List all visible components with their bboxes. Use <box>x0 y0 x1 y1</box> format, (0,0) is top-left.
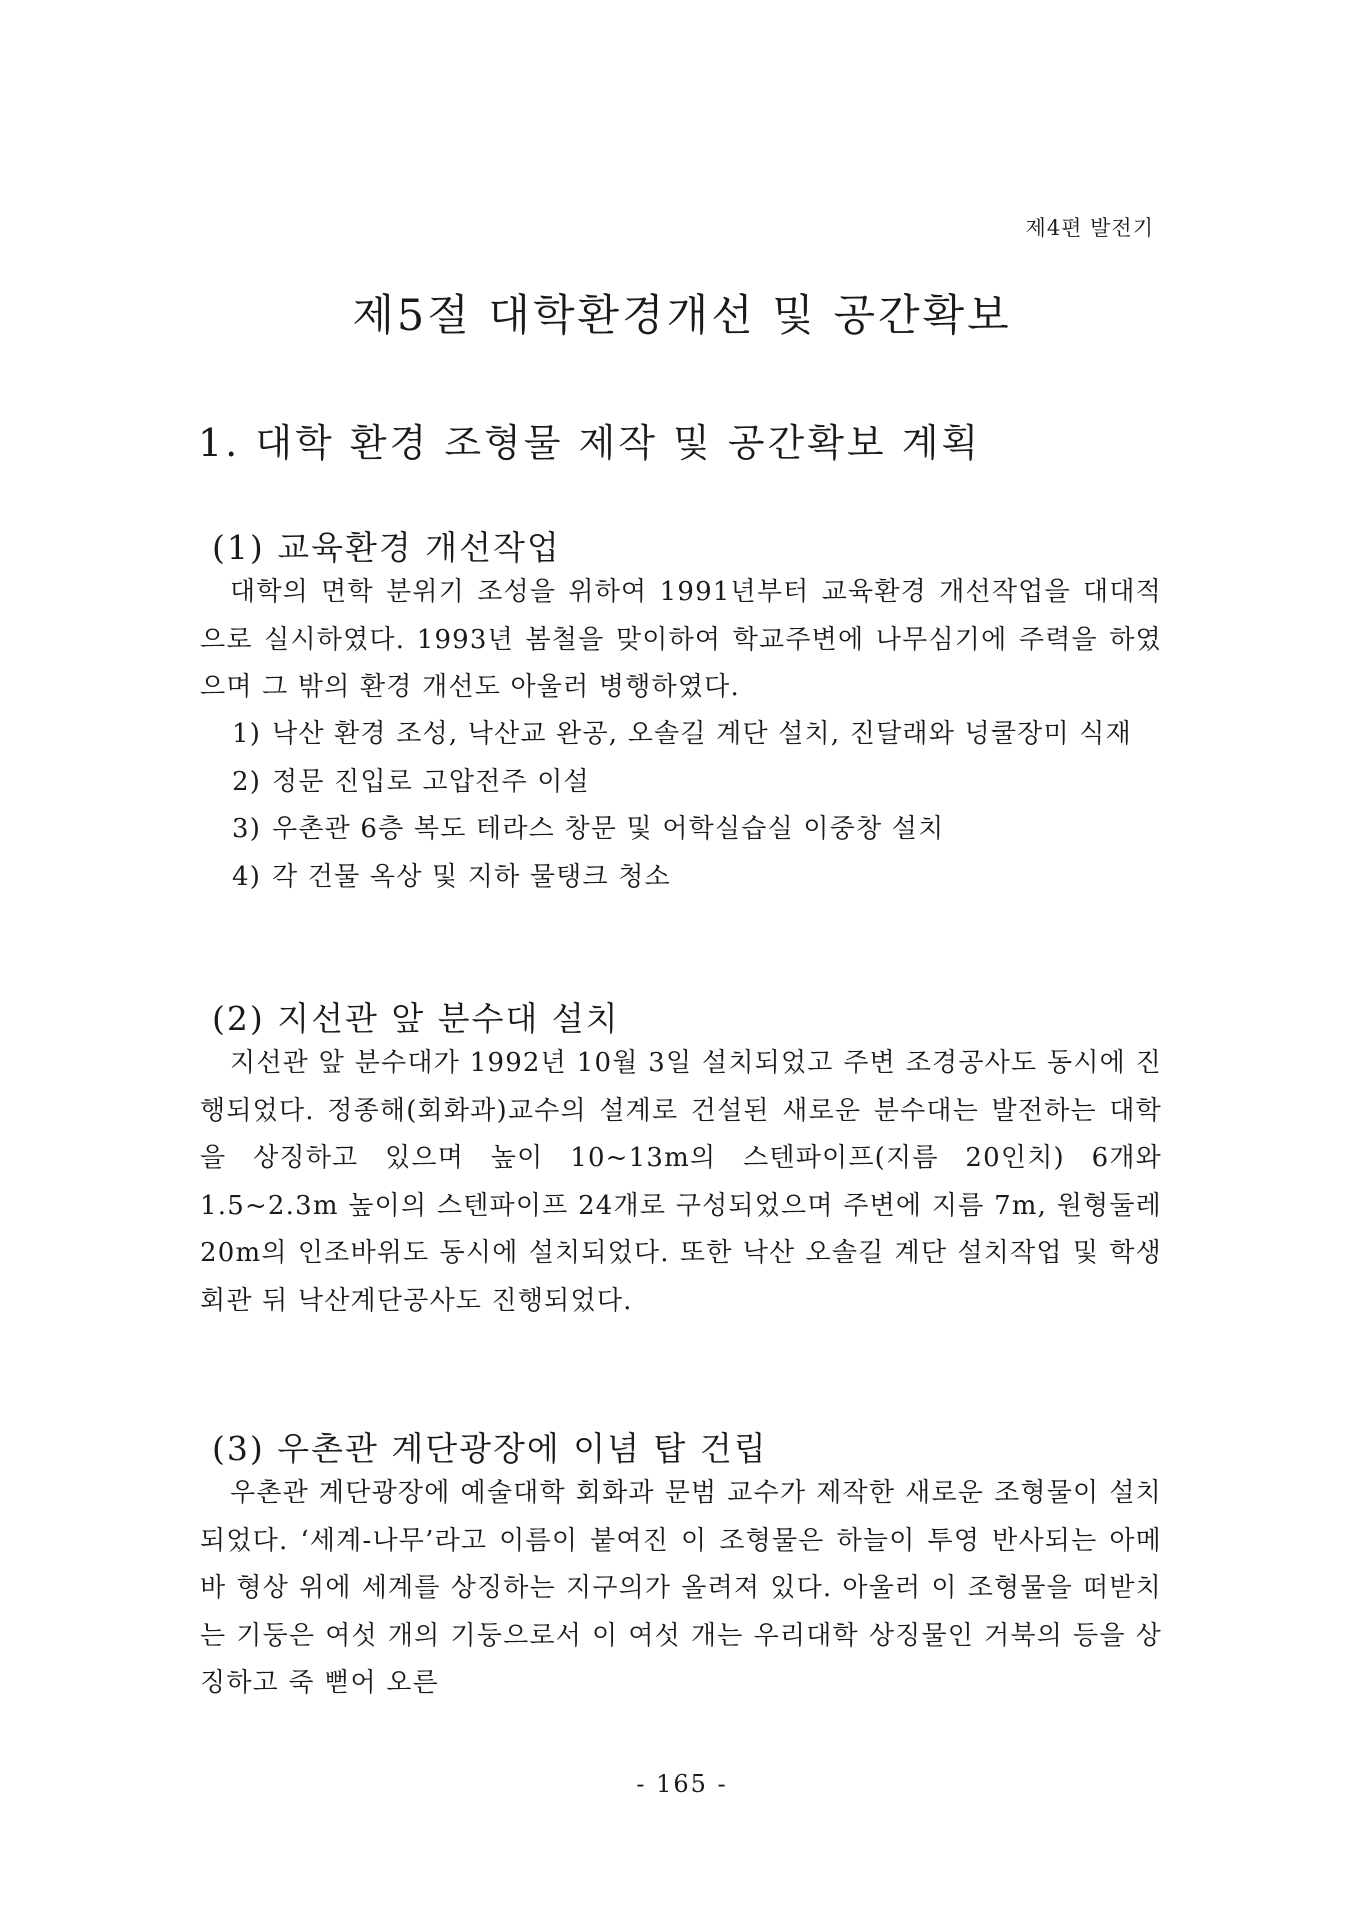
list-item <box>232 711 1162 759</box>
subsection-3-paragraph: 우촌관 계단광장에 예술대학 회화과 문범 교수가 제작한 새로운 조형물이 설치되었다. ‘세계-나무’라고 이름이 붙여진 이 조형물은 하늘이 투영 반사되는 아메바 형상 위에 세계를 상징하는 지구의가 올려져 있다. 아울러 이 조형물을 떠받치는 기둥은 여섯 개의 기둥으로서 이 여섯 개는 우리대학 상징물인 거북의 등을 상징하고 죽 뻗어 오른 <box>200 1478 1162 1698</box>
page-number: - 165 - <box>636 1770 728 1798</box>
chapter-heading: 1. 대학 환경 조형물 제작 및 공간확보 계획 <box>198 421 982 465</box>
list-item-number: 4) <box>232 861 262 892</box>
subsection-1-paragraph: 대학의 면학 분위기 조성을 위하여 1991년부터 교육환경 개선작업을 대대적으로 실시하였다. 1993년 봄철을 맞이하여 학교주변에 나무심기에 주력을 하였으며 그 밖의 환경 개선도 아울러 병행하였다. <box>200 577 1162 702</box>
list-item-number: 2) <box>232 766 262 797</box>
section-title: 제5절 대학환경개선 및 공간확보 <box>352 291 1012 341</box>
running-head: 제4편 발전기 <box>1025 216 1154 240</box>
list-item-text: 정문 진입로 고압전주 이설 <box>272 766 590 797</box>
list-item-number: 3) <box>232 814 262 844</box>
list-item-text: 낙산 환경 조성, 낙산교 완공, 오솔길 계단 설치, 진달래와 넝쿨장미 식재 <box>272 719 1132 749</box>
subsection-3-heading: (3) 우촌관 계단광장에 이념 탑 건립 <box>212 1429 768 1468</box>
list-item <box>232 854 1162 902</box>
list-item <box>232 806 1162 854</box>
list-item-text: 우촌관 6층 복도 테라스 창문 및 어학실습실 이중창 설치 <box>272 814 945 844</box>
list-item-text: 각 건물 옥상 및 지하 물탱크 청소 <box>272 861 671 892</box>
list-item <box>232 759 1162 807</box>
subsection-1-list <box>232 711 1162 901</box>
subsection-1-heading: (1) 교육환경 개선작업 <box>212 528 561 567</box>
subsection-2-heading: (2) 지선관 앞 분수대 설치 <box>212 999 620 1038</box>
subsection-2-paragraph: 지선관 앞 분수대가 1992년 10월 3일 설치되었고 주변 조경공사도 동시에 진행되었다. 정종해(회화과)교수의 설계로 건설된 새로운 분수대는 발전하는 대학을 상징하고 있으며 높이 10~13m의 스텐파이프(지름 20인치) 6개와 1.5~2.3m 높이의 스텐파이프 24개로 구성되었으며 주변에 지름 7m, 원형둘레 20m의 인조바위도 동시에 설치되었다. 또한 낙산 오솔길 계단 설치작업 및 학생회관 뒤 낙산계단공사도 진행되었다. <box>200 1048 1162 1316</box>
list-item-number: 1) <box>232 719 262 749</box>
